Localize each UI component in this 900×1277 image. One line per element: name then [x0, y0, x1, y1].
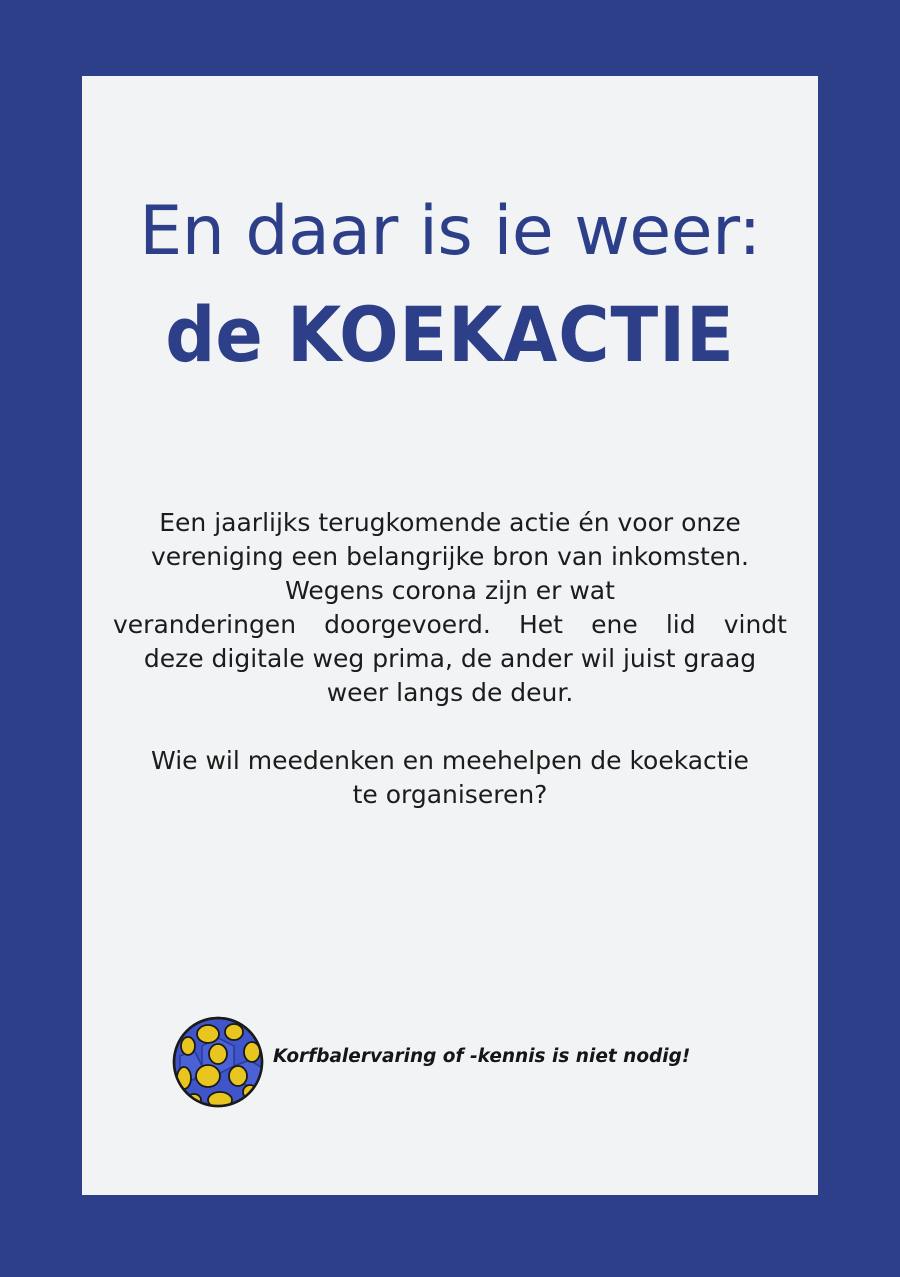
korfball-icon [172, 1016, 264, 1108]
paragraph-line: Een jaarlijks terugkomende actie én voor onze [159, 508, 741, 537]
paragraph-word: veranderingen [113, 610, 297, 639]
paragraph-word: lid [665, 610, 696, 639]
paragraph-word: doorgevoerd. [324, 610, 491, 639]
paragraph-word: vindt [723, 610, 787, 639]
paragraph-line [113, 608, 787, 642]
paragraph-line: weer langs de deur. [326, 678, 574, 707]
footer-note [172, 1016, 772, 1108]
paragraph-1 [113, 506, 787, 710]
paragraph-word: ene [591, 610, 638, 639]
paragraph-line: te organiseren? [352, 780, 548, 809]
heading-line-2 [36, 290, 864, 379]
heading-line-1: En daar is ie weer: [139, 192, 761, 271]
body-text [113, 506, 787, 812]
paragraph-line: deze digitale weg prima, de ander wil juist graag [143, 644, 757, 673]
footer-note-text: Korfbalervaring of -kennis is niet nodig! [273, 1046, 691, 1067]
paragraph-line: vereniging een belangrijke bron van inkomsten. [150, 542, 750, 571]
heading-word-de: de [165, 290, 263, 379]
paragraph-line: Wegens corona zijn er wat [285, 576, 615, 605]
paragraph-line: Wie wil meedenken en meehelpen de koekactie [151, 746, 749, 775]
paragraph-2 [113, 744, 787, 812]
paragraph-word: Het [518, 610, 563, 639]
heading-word-koekactie: KOEKACTIE [287, 290, 735, 379]
